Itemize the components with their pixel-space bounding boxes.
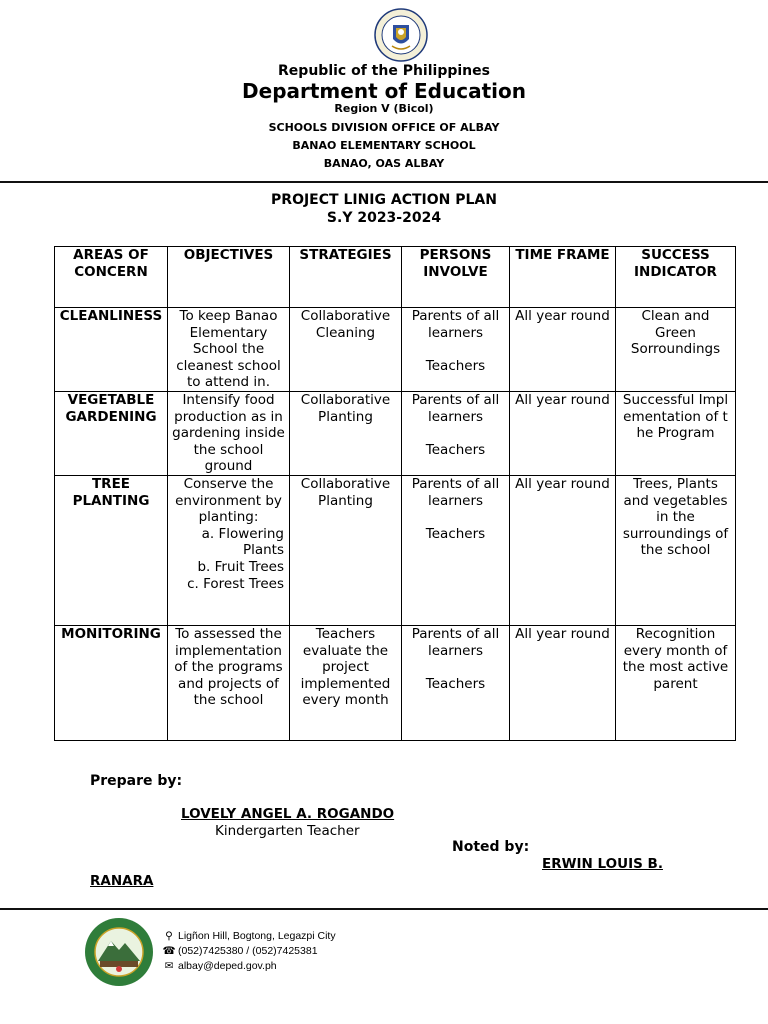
area-cell: MONITORING (55, 625, 168, 740)
prepared-by-role: Kindergarten Teacher (215, 823, 360, 839)
list-item: b. Fruit Trees (197, 558, 284, 575)
time-cell: All year round (510, 308, 616, 392)
column-header: AREAS OF CONCERN (55, 247, 168, 308)
persons-teachers: Teachers (425, 357, 486, 374)
email-icon: ✉ (164, 960, 174, 972)
division-seal-logo (84, 917, 154, 987)
time-cell: All year round (510, 475, 616, 625)
phone-icon: ☎ (162, 945, 176, 957)
school-year: S.Y 2023-2024 (326, 210, 442, 226)
time-cell: All year round (510, 391, 616, 475)
list-item: c. Forest Trees (187, 575, 284, 592)
persons-teachers: Teachers (425, 675, 486, 692)
column-header: SUCCESS INDICATOR (616, 247, 736, 308)
noted-by-name: ERWIN LOUIS B. (542, 856, 663, 872)
indicator-cell: Clean and Green Sorroundings (616, 308, 736, 392)
republic-heading: Republic of the Philippines (278, 63, 490, 79)
department-heading: Department of Education (242, 79, 526, 103)
footer-email[interactable]: ✉ albay@deped.gov.ph (162, 960, 277, 972)
persons-cell (402, 475, 510, 625)
indicator-cell: Successful Implementation of the Program (616, 391, 736, 475)
indicator-cell: Recognition every month of the most active parent (616, 625, 736, 740)
objective-cell: To keep Banao Elementary School the cleanest school to attend in. (168, 308, 290, 392)
list-item: a. Flowering Plants (201, 525, 284, 559)
column-header: TIME FRAME (510, 247, 616, 308)
column-header: STRATEGIES (290, 247, 402, 308)
column-header: OBJECTIVES (168, 247, 290, 308)
prepared-by-name: LOVELY ANGEL A. ROGANDO (181, 806, 395, 822)
objective-cell: To assessed the implementation of the programs and projects of the school (168, 625, 290, 740)
deped-seal-logo (374, 8, 428, 62)
noted-by-label: Noted by: (452, 839, 530, 855)
table-row (55, 625, 736, 740)
persons-cell (402, 308, 510, 392)
persons-parents: Parents of all learners (411, 308, 500, 341)
document-title: PROJECT LINIG ACTION PLAN (271, 192, 497, 208)
persons-parents: Parents of all learners (411, 391, 500, 425)
objective-cell (168, 475, 290, 625)
table-header-row (55, 247, 736, 308)
region-heading: Region V (Bicol) (334, 102, 434, 115)
area-cell: VEGETABLE GARDENING (55, 391, 168, 475)
strategy-cell: Collaborative Planting (290, 475, 402, 625)
header-divider (0, 181, 768, 183)
indicator-cell: Trees, Plants and vegetables in the surroundings of the school (616, 475, 736, 625)
persons-parents: Parents of all learners (411, 475, 500, 509)
time-cell: All year round (510, 625, 616, 740)
footer-address: ⚲ Ligñon Hill, Bogtong, Legazpi City (162, 930, 336, 942)
table-row (55, 391, 736, 475)
strategy-cell: Collaborative Cleaning (290, 308, 402, 392)
persons-cell (402, 625, 510, 740)
strategy-cell: Teachers evaluate the project implemented every month (290, 625, 402, 740)
planting-list (171, 526, 286, 592)
column-header: PERSONS INVOLVE (402, 247, 510, 308)
persons-teachers: Teachers (425, 441, 486, 458)
area-cell: TREE PLANTING (55, 475, 168, 625)
persons-teachers: Teachers (425, 525, 486, 542)
school-heading: BANAO ELEMENTARY SCHOOL (292, 139, 476, 152)
objective-text: Conserve the environment by planting: (175, 475, 282, 526)
persons-parents: Parents of all learners (411, 625, 500, 659)
table-row (55, 308, 736, 392)
prepared-by-label: Prepare by: (90, 773, 183, 789)
persons-cell (402, 391, 510, 475)
footer-phone: ☎ (052)7425380 / (052)7425381 (162, 945, 318, 957)
address-heading: BANAO, OAS ALBAY (323, 157, 445, 170)
objective-cell: Intensify food production as in gardening inside the school ground (168, 391, 290, 475)
division-heading: SCHOOLS DIVISION OFFICE OF ALBAY (268, 121, 500, 134)
area-cell: CLEANLINESS (55, 308, 168, 392)
table-row (55, 475, 736, 625)
action-plan-table (54, 246, 736, 741)
noted-by-name-continued: RANARA (90, 873, 154, 889)
strategy-cell: Collaborative Planting (290, 391, 402, 475)
map-pin-icon: ⚲ (165, 930, 173, 942)
footer-divider (0, 908, 768, 910)
